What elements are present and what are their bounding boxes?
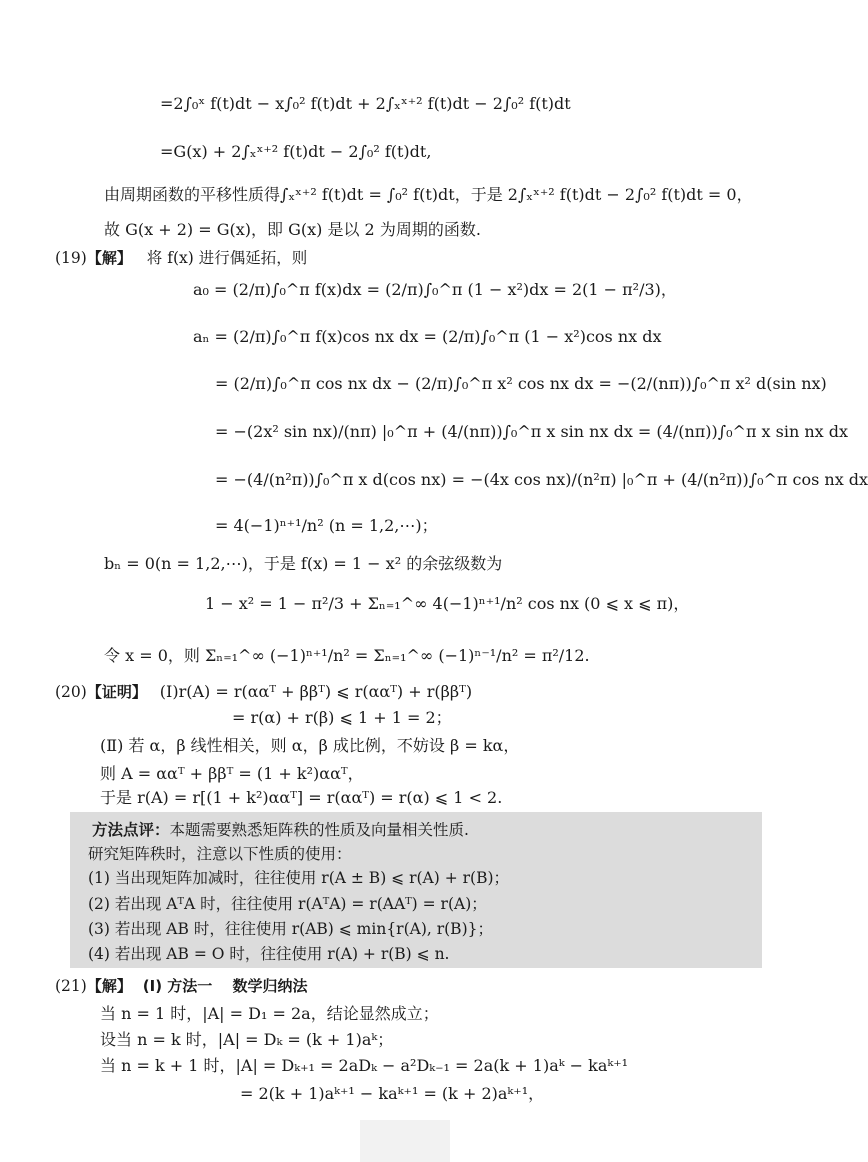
induction-line: 设当 n = k 时，|A| = Dₖ = (k + 1)aᵏ； bbox=[100, 1030, 394, 1049]
induction-line: 当 n = k + 1 时，|A| = Dₖ₊₁ = 2aDₖ − a²Dₖ₋₁ = 2a(k + 1)aᵏ − kaᵏ⁺¹ bbox=[100, 1056, 629, 1075]
tip-item: (3) 若出现 AB 时，往往使用 r(AB) ⩽ min{r(A), r(B)}； bbox=[88, 920, 493, 938]
formula-an: = −(4/(n²π))∫₀^π x d(cos nx) = −(4x cos nx)/(n²π) |₀^π + (4/(n²π))∫₀^π cos nx dx bbox=[215, 470, 868, 489]
proof-tag: 【证明】 bbox=[86, 683, 147, 701]
solution-tag: 【解】 bbox=[86, 249, 132, 267]
text-line: bₙ = 0(n = 1,2,⋯)，于是 f(x) = 1 − x² 的余弦级数为 bbox=[104, 554, 503, 573]
method-heading: (Ⅰ) 方法一 数学归纳法 bbox=[142, 977, 308, 995]
proof-line: = r(α) + r(β) ⩽ 1 + 1 = 2； bbox=[232, 708, 452, 727]
proof-line: (Ⅱ) 若 α，β 线性相关，则 α，β 成比例，不妨设 β = kα， bbox=[100, 736, 520, 755]
cosine-series-formula: 1 − x² = 1 − π²/3 + Σₙ₌₁^∞ 4(−1)ⁿ⁺¹/n² cos nx (0 ⩽ x ⩽ π)， bbox=[205, 594, 690, 613]
formula-line: =2∫₀ˣ f(t)dt − x∫₀² f(t)dt + 2∫ₓˣ⁺² f(t)dt − 2∫₀² f(t)dt bbox=[160, 94, 571, 113]
induction-line: = 2(k + 1)aᵏ⁺¹ − kaᵏ⁺¹ = (k + 2)aᵏ⁺¹， bbox=[240, 1084, 545, 1103]
problem-number: (19) bbox=[55, 249, 87, 267]
tip-item: (1) 当出现矩阵加减时，往往使用 r(A ± B) ⩽ r(A) + r(B)； bbox=[88, 869, 510, 887]
solution-tag: 【解】 bbox=[86, 977, 132, 995]
tip-item: (2) 若出现 AᵀA 时，往往使用 r(AᵀA) = r(AAᵀ) = r(A)； bbox=[88, 895, 487, 913]
series-conclusion: 令 x = 0，则 Σₙ₌₁^∞ (−1)ⁿ⁺¹/n² = Σₙ₌₁^∞ (−1)ⁿ⁻¹/n² = π²/12. bbox=[104, 646, 590, 665]
tip-title-line bbox=[92, 818, 469, 842]
solution-intro: 将 f(x) 进行偶延拓，则 bbox=[146, 249, 308, 267]
tip-title: 方法点评： bbox=[92, 821, 170, 839]
tip-intro: 研究矩阵秩时，注意以下性质的使用： bbox=[88, 845, 352, 863]
tip-item: (4) 若出现 AB = O 时，往往使用 r(A) + r(B) ⩽ n. bbox=[88, 945, 450, 963]
proof-line: 则 A = ααᵀ + ββᵀ = (1 + k²)ααᵀ， bbox=[100, 764, 364, 783]
formula-an: = 4(−1)ⁿ⁺¹/n² (n = 1,2,⋯)； bbox=[215, 516, 438, 535]
tip-summary: 本题需要熟悉矩阵秩的性质及向量相关性质. bbox=[169, 821, 469, 839]
problem-number: (21) bbox=[55, 977, 87, 995]
text-line: 故 G(x + 2) = G(x)，即 G(x) 是以 2 为周期的函数. bbox=[104, 220, 481, 239]
proof-line: 于是 r(A) = r[(1 + k²)ααᵀ] = r(ααᵀ) = r(α) ⩽ 1 < 2. bbox=[100, 788, 503, 807]
problem-19-heading bbox=[55, 246, 307, 270]
formula-line: =G(x) + 2∫ₓˣ⁺² f(t)dt − 2∫₀² f(t)dt, bbox=[160, 142, 432, 161]
formula-an: = −(2x² sin nx)/(nπ) |₀^π + (4/(nπ))∫₀^π x sin nx dx = (4/(nπ))∫₀^π x sin nx dx bbox=[215, 422, 849, 441]
scan-shade bbox=[360, 1120, 450, 1162]
formula-a0: a₀ = (2/π)∫₀^π f(x)dx = (2/π)∫₀^π (1 − x²)dx = 2(1 − π²/3)， bbox=[193, 280, 677, 299]
problem-number: (20) bbox=[55, 683, 87, 701]
proof-line: (Ⅰ)r(A) = r(ααᵀ + ββᵀ) ⩽ r(ααᵀ) + r(ββᵀ) bbox=[159, 682, 473, 701]
induction-line: 当 n = 1 时，|A| = D₁ = 2a，结论显然成立； bbox=[100, 1004, 439, 1023]
text-line: 由周期函数的平移性质得∫ₓˣ⁺² f(t)dt = ∫₀² f(t)dt，于是 2∫ₓˣ⁺² f(t)dt − 2∫₀² f(t)dt = 0， bbox=[104, 185, 753, 204]
problem-20-heading bbox=[55, 680, 472, 704]
formula-an: = (2/π)∫₀^π cos nx dx − (2/π)∫₀^π x² cos nx dx = −(2/(nπ))∫₀^π x² d(sin nx) bbox=[215, 374, 827, 393]
formula-an: aₙ = (2/π)∫₀^π f(x)cos nx dx = (2/π)∫₀^π (1 − x²)cos nx dx bbox=[193, 327, 662, 346]
problem-21-heading bbox=[55, 974, 308, 998]
